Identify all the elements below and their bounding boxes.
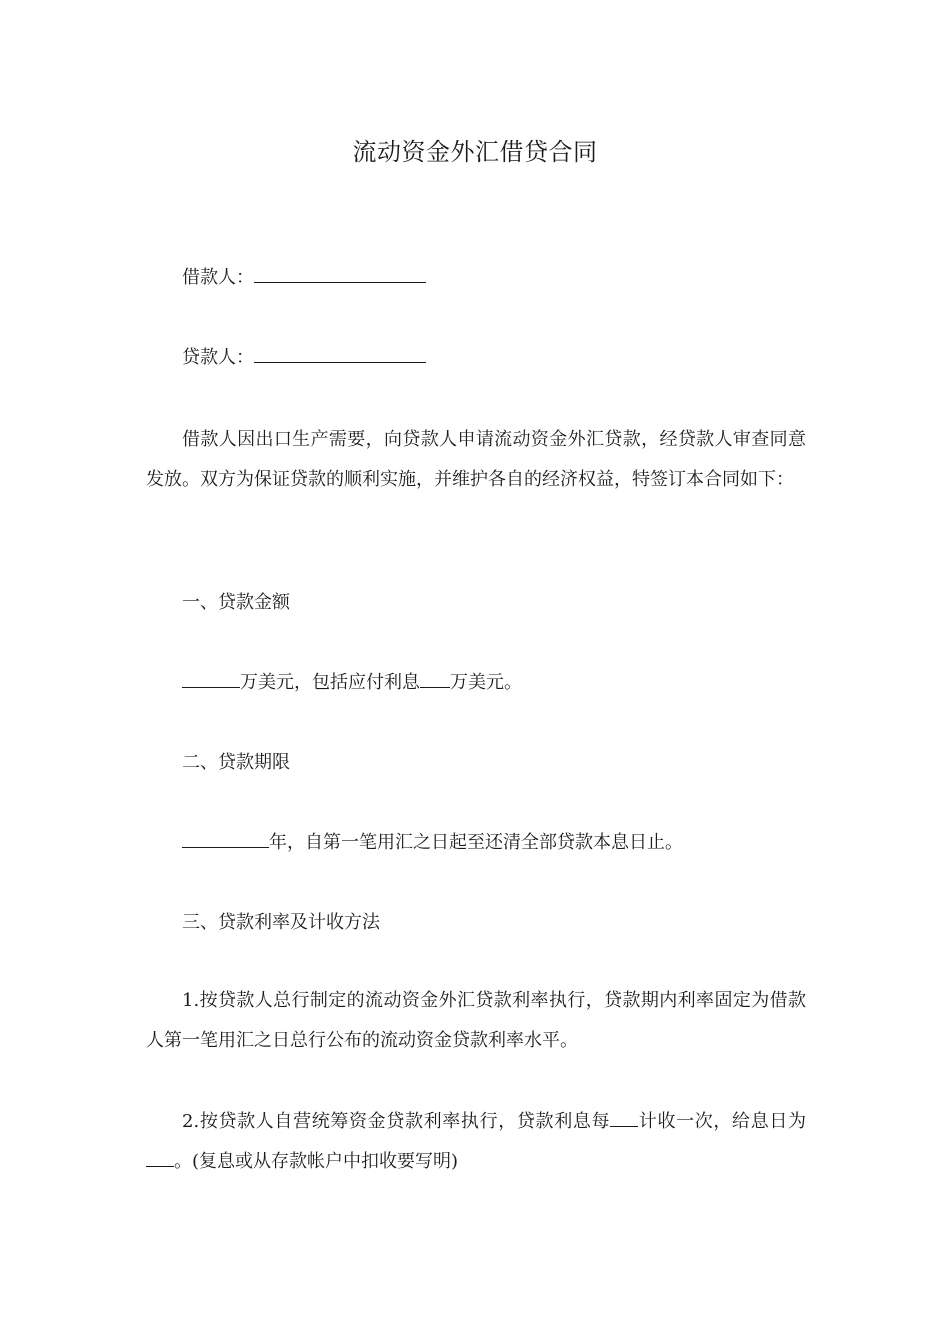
borrower-line [182, 264, 426, 292]
amount-text-a: 万美元，包括应付利息 [240, 672, 420, 693]
section-3-item-1: 1.按贷款人总行制定的流动资金外汇贷款利率执行，贷款期内利率固定为借款人第一笔用汇之日总行公布的流动资金贷款利率水平。 [146, 990, 806, 1051]
section-2-text [182, 829, 683, 857]
section-1-heading: 一、贷款金额 [182, 592, 290, 613]
amount-blank[interactable] [182, 669, 240, 688]
item-2-text-c: 。(复息或从存款帐户中扣收要写明) [174, 1151, 459, 1172]
billing-period-blank[interactable] [610, 1108, 638, 1127]
lender-line [182, 344, 426, 372]
borrower-blank[interactable] [254, 264, 426, 283]
section-3-heading: 三、贷款利率及计收方法 [182, 912, 380, 933]
term-blank[interactable] [182, 829, 269, 848]
document-title: 流动资金外汇借贷合同 [352, 138, 598, 166]
section-1-text [182, 669, 522, 697]
section-2-heading: 二、贷款期限 [182, 752, 290, 773]
item-2-text-a: 2.按贷款人自营统筹资金贷款利率执行，贷款利息每 [182, 1111, 611, 1132]
section-3-item-2 [146, 1102, 806, 1182]
intro-paragraph: 借款人因出口生产需要，向贷款人申请流动资金外汇贷款，经贷款人审查同意发放。双方为保证贷款的顺利实施，并维护各自的经济权益，特签订本合同如下： [146, 429, 806, 490]
lender-label: 贷款人： [182, 347, 254, 368]
item-2-text-b: 计收一次，给息日为 [638, 1111, 807, 1132]
lender-blank[interactable] [254, 344, 426, 363]
term-text: 年，自第一笔用汇之日起至还清全部贷款本息日止。 [269, 832, 683, 853]
borrower-label: 借款人： [182, 267, 254, 288]
payment-date-blank[interactable] [146, 1148, 174, 1167]
interest-blank[interactable] [420, 669, 450, 688]
amount-text-b: 万美元。 [450, 672, 522, 693]
